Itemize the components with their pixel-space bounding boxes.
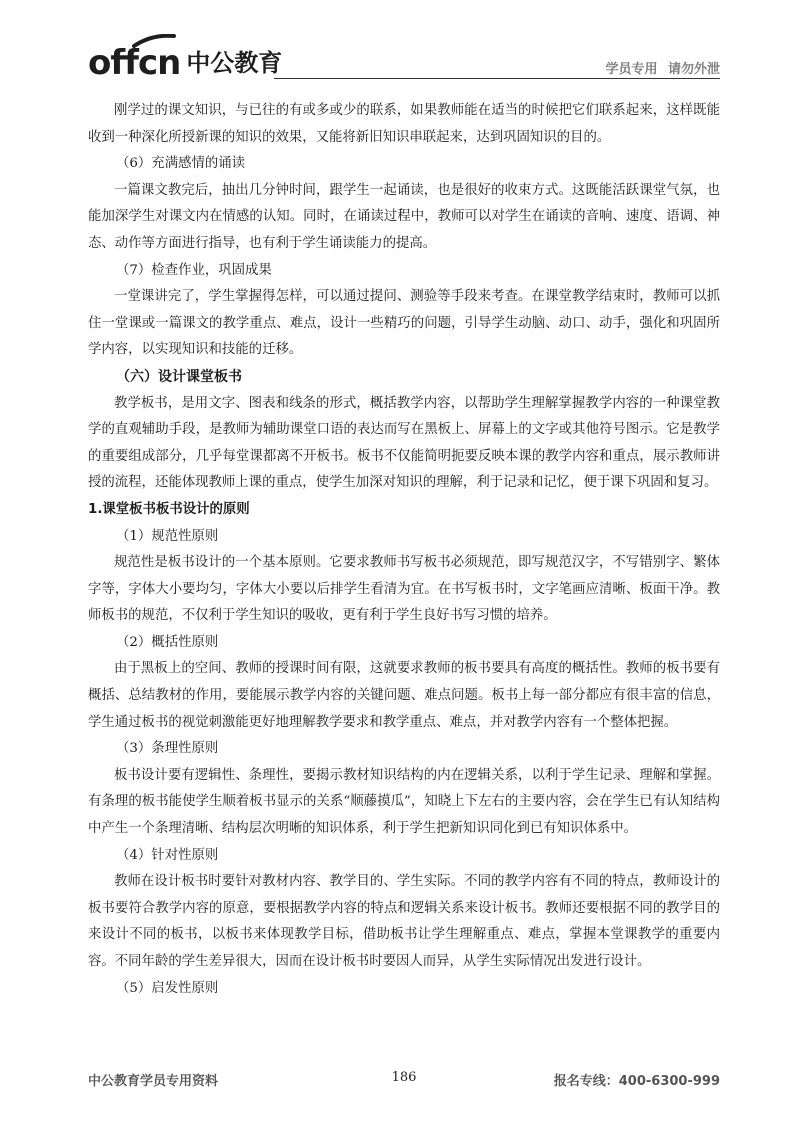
footer-hotline: 报名专线：400-6300-999 (553, 1074, 720, 1089)
subheading: （5）启发性原则 (116, 980, 219, 996)
footer-left-text: 中公教育学员专用资料 (88, 1074, 219, 1089)
page-header (88, 38, 720, 86)
body-paragraph: 教师在设计板书时要针对教材内容、教学目的、学生实际。不同的教学内容有不同的特点，教师设计的板书要符合教学内容的原意，要根据教学内容的特点和逻辑关系来设计板书。教师还要根据不同的教学目的来设计不同的板书，以板书来体现教学目标，借助板书让学生理解重点、难点，掌握本堂课教学的重要内容。不同年龄的学生差异很大，因而在设计板书时要因人而异，从学生实际情况出发进行设计。 (88, 874, 720, 969)
subheading: （1）规范性原则 (116, 528, 219, 544)
body-paragraph: 一堂课讲完了，学生掌握得怎样，可以通过提问、测验等手段来考查。在课堂教学结束时，教师可以抓住一堂课或一篇课文的教学重点、难点，设计一些精巧的问题，引导学生动脑、动口、动手，强化和巩固所学内容，以实现知识和技能的迁移。 (88, 289, 720, 358)
header-tag: 学员专用 请勿外泄 (605, 62, 720, 77)
page-number: 186 (391, 1070, 417, 1085)
page-footer (88, 1070, 720, 1092)
header-rule (274, 78, 720, 79)
subheading: 1.课堂板书板书设计的原则 (88, 501, 250, 517)
subheading: （2）概括性原则 (116, 634, 219, 650)
subheading: （3）条理性原则 (116, 741, 219, 757)
body-paragraph: 教学板书，是用文字、图表和线条的形式，概括教学内容，以帮助学生理解掌握教学内容的一种课堂教学的直观辅助手段，是教师为辅助课堂口语的表达而写在黑板上、屏幕上的文字或其他符号图示。它是教学的重要组成部分，几乎每堂课都离不开板书。板书不仅能简明扼要反映本课的教学内容和重点，展示教师讲授的流程，还能体现教师上课的重点，使学生加深对知识的理解，利于记录和记忆，便于课下巩固和复习。 (88, 395, 720, 491)
logo-swoosh-icon (132, 34, 176, 48)
document-body (88, 98, 720, 1002)
logo-chinese-text: 中公教育 (186, 49, 283, 77)
subheading: （4）针对性原则 (116, 847, 219, 863)
body-paragraph: 规范性是板书设计的一个基本原则。它要求教师书写板书必须规范，即写规范汉字，不写错别字、繁体字等，字体大小要均匀，字体大小要以后排学生看清为宜。在书写板书时，文字笔画应清晰、板面干净。教师板书的规范，不仅利于学生知识的吸收，更有利于学生良好书写习惯的培养。 (88, 555, 720, 624)
subheading: （6）充满感情的诵读 (116, 156, 246, 172)
body-paragraph: 由于黑板上的空间、教师的授课时间有限，这就要求教师的板书要具有高度的概括性。教师的板书要有概括、总结教材的作用，要能展示教学内容的关键问题、难点问题。板书上每一部分都应有很丰富的信息，学生通过板书的视觉刺激能更好地理解教学要求和教学重点、难点，并对教学内容有一个整体把握。 (88, 661, 720, 730)
body-paragraph: 一篇课文教完后，抽出几分钟时间，跟学生一起诵读，也是很好的收束方式。这既能活跃课堂气氛，也能加深学生对课文内在情感的认知。同时，在诵读过程中，教师可以对学生在诵读的音响、速度、语调、神态、动作等方面进行指导，也有利于学生诵读能力的提高。 (88, 182, 720, 251)
body-paragraph: 板书设计要有逻辑性、条理性，要揭示教材知识结构的内在逻辑关系，以利于学生记录、理解和掌握。有条理的板书能使学生顺着板书显示的关系“顺藤摸瓜”，知晓上下左右的主要内容，会在学生已有认知结构中产生一个条理清晰、结构层次明晰的知识体系，利于学生把新知识同化到已有知识体系中。 (88, 767, 720, 837)
logo-latin-text: offcn (88, 43, 181, 83)
subheading: （7）检查作业，巩固成果 (116, 262, 272, 278)
offcn-logo (88, 40, 283, 83)
body-paragraph: 刚学过的课文知识，与已往的有或多或少的联系，如果教师能在适当的时候把它们联系起来，这样既能收到一种深化所授新课的知识的效果，又能将新旧知识串联起来，达到巩固知识的目的。 (88, 103, 720, 145)
section-heading: （六）设计课堂板书 (116, 368, 242, 385)
